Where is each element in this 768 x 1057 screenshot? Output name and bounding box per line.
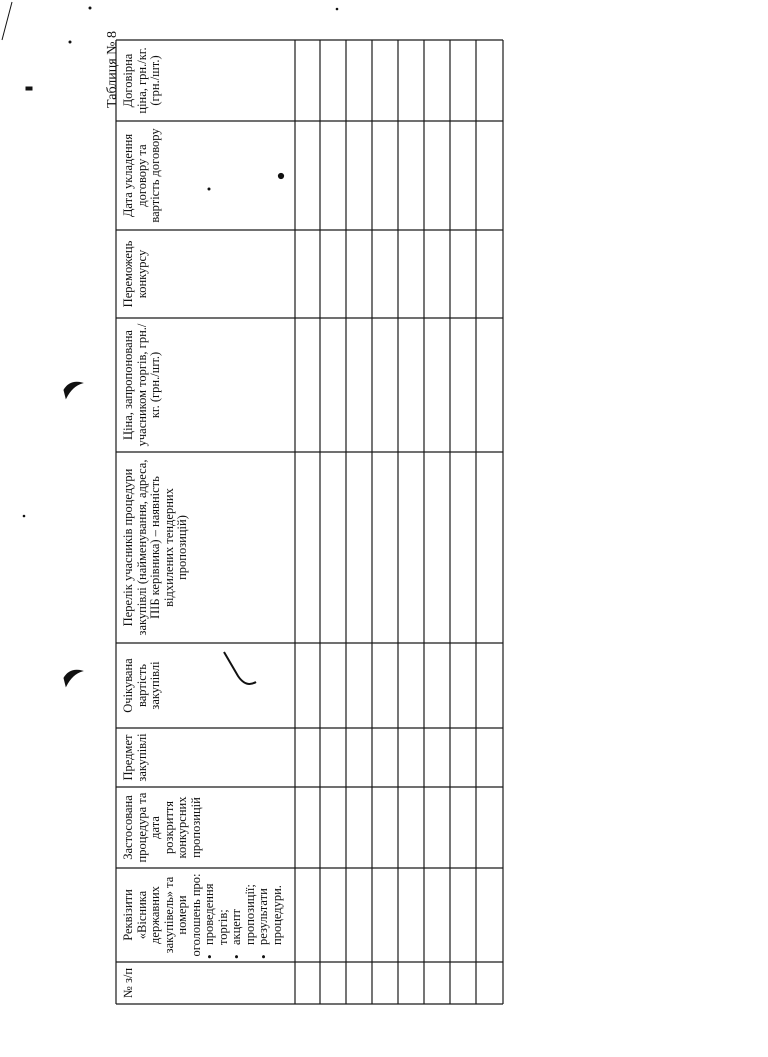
header-subject-label: Предмет закупівлі — [121, 733, 149, 782]
header-procedure-label: Застосована процедура та дата розкриття конкурсних пропозицій — [121, 792, 203, 863]
header-offered_price-label: Ціна, запропонована учасником торгів, грн./кг. (грн./шт.) — [121, 323, 162, 447]
table-number-label: Таблиця № 8 — [105, 31, 120, 108]
header-winner-label: Переможець конкурсу — [121, 240, 149, 308]
requisites-list-item: • акцепт пропозиції; — [230, 871, 257, 959]
header-requisites-label: Реквізити «Вісника державних закупівель» та номери оголошень про: — [121, 873, 203, 957]
requisites-list-item: • результати процедури. — [257, 871, 284, 959]
header-contract_date-label: Дата укладення договору та вартість договору — [121, 128, 162, 223]
header-contract_price-label: Договірна ціна, грн./кг. (грн./шт.) — [121, 47, 162, 114]
header-participants-label: Перелік учасників процедури закупівлі (найменування, адреса, ПІБ керівника) – наявність відхилених тендерних пропозицій) — [121, 459, 189, 636]
header-num-label: № з/п — [121, 967, 135, 999]
requisites-list — [203, 871, 284, 959]
requisites-list-item: • проведення торгів; — [203, 871, 230, 959]
header-expected_cost-label: Очікувана вартість закупівлі — [121, 658, 162, 713]
